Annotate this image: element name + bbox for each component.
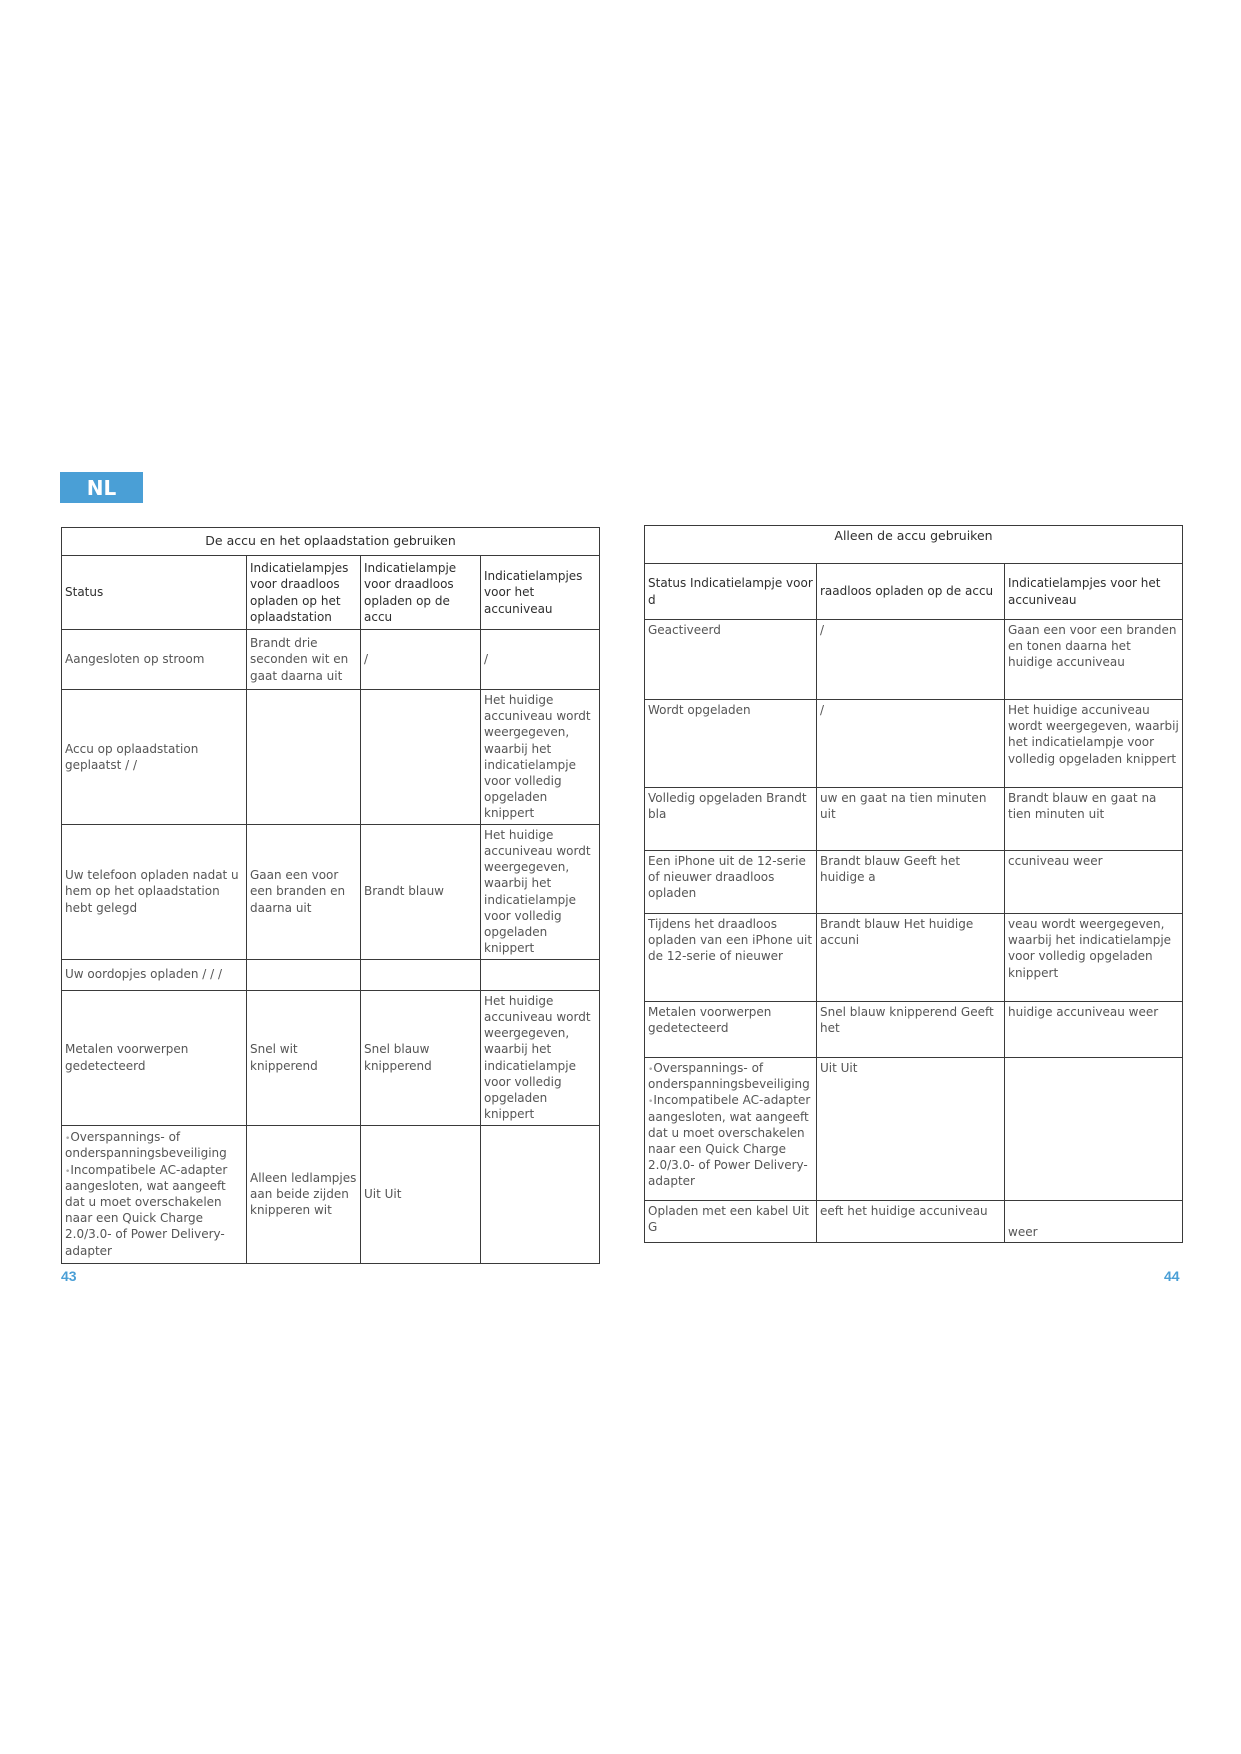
table-row [645, 1201, 1183, 1243]
status-cell: Volledig opgeladen Brandt bla [645, 788, 817, 851]
page-number-right: 44 [1164, 1268, 1180, 1284]
status-line-1: Overspannings- of onderspanningsbeveiliging [65, 1130, 227, 1161]
status-line-2: Incompatibele AC-adapter aangesloten, wat aangeeft dat u moet overschakelen naar een Quick Charge 2.0/3.0- of Power Delivery-adapter [648, 1093, 811, 1189]
station-cell [247, 690, 361, 825]
status-cell: Geactiveerd [645, 620, 817, 700]
level-cell: Brandt blauw en gaat na tien minuten uit [1005, 788, 1183, 851]
level-cell: weer [1005, 1201, 1183, 1243]
right-table-title: Alleen de accu gebruiken [645, 526, 1183, 564]
accu-cell: Snel blauw knipperend Geeft het [817, 1002, 1005, 1058]
left-spec-table [61, 527, 600, 1264]
table-row [62, 690, 600, 825]
table-row [645, 700, 1183, 788]
accu-cell: eeft het huidige accuniveau [817, 1201, 1005, 1243]
level-cell: Het huidige accuniveau wordt weergegeven, waarbij het indicatielampje voor volledig opgeladen knippert [1005, 700, 1183, 788]
level-cell: huidige accuniveau weer [1005, 1002, 1183, 1058]
level-cell: Het huidige accuniveau wordt weergegeven, waarbij het indicatielampje voor volledig opgeladen knippert [481, 990, 600, 1125]
language-badge: NL [60, 472, 143, 503]
status-cell: Aangesloten op stroom [62, 630, 247, 690]
status-line-1: Overspannings- of onderspanningsbeveiliging [648, 1061, 810, 1092]
level-cell: / [481, 630, 600, 690]
level-cell: veau wordt weergegeven, waarbij het indicatielampje voor volledig opgeladen knippert [1005, 914, 1183, 1002]
table-row [645, 1058, 1183, 1201]
bullet-icon: • [65, 1166, 71, 1177]
accu-cell: Brandt blauw Het huidige accuni [817, 914, 1005, 1002]
left-table-title: De accu en het oplaadstation gebruiken [62, 528, 600, 556]
status-cell: Metalen voorwerpen gedetecteerd [645, 1002, 817, 1058]
status-cell [62, 1125, 247, 1263]
accu-cell: / [361, 630, 481, 690]
table-row [645, 788, 1183, 851]
status-cell: Wordt opgeladen [645, 700, 817, 788]
status-cell: Opladen met een kabel Uit G [645, 1201, 817, 1243]
status-cell [645, 1058, 817, 1201]
header-station-lamps: Indicatielampjes voor draadloos opladen op het oplaadstation [247, 556, 361, 630]
table-row [62, 1125, 600, 1263]
bullet-icon: • [65, 1134, 71, 1145]
page-number-left: 43 [61, 1268, 77, 1284]
table-row [645, 1002, 1183, 1058]
station-cell: Brandt drie seconden wit en gaat daarna uit [247, 630, 361, 690]
accu-cell: Snel blauw knipperend [361, 990, 481, 1125]
level-cell: Het huidige accuniveau wordt weergegeven, waarbij het indicatielampje voor volledig opgeladen knippert [481, 690, 600, 825]
status-cell: Tijdens het draadloos opladen van een iPhone uit de 12-serie of nieuwer [645, 914, 817, 1002]
table-row [62, 824, 600, 959]
status-cell: Metalen voorwerpen gedetecteerd [62, 990, 247, 1125]
table-row [645, 620, 1183, 700]
header-status: Status Indicatielampje voor d [645, 564, 817, 620]
table-row [62, 990, 600, 1125]
right-spec-table [644, 525, 1183, 1243]
accu-cell [361, 959, 481, 990]
accu-cell [361, 690, 481, 825]
level-cell [481, 1125, 600, 1263]
level-cell: Gaan een voor een branden en tonen daarna het huidige accuniveau [1005, 620, 1183, 700]
accu-cell: Uit Uit [817, 1058, 1005, 1201]
station-cell: Alleen ledlampjes aan beide zijden knipperen wit [247, 1125, 361, 1263]
station-cell: Snel wit knipperend [247, 990, 361, 1125]
bullet-icon: • [648, 1097, 654, 1108]
station-cell [247, 959, 361, 990]
accu-cell: Brandt blauw Geeft het huidige a [817, 851, 1005, 914]
header-status: Status [62, 556, 247, 630]
accu-cell: / [817, 620, 1005, 700]
status-cell: Uw oordopjes opladen / / / [62, 959, 247, 990]
status-cell: Uw telefoon opladen nadat u hem op het oplaadstation hebt gelegd [62, 824, 247, 959]
table-row [62, 959, 600, 990]
bullet-icon: • [648, 1065, 654, 1075]
table-row [645, 851, 1183, 914]
level-cell: ccuniveau weer [1005, 851, 1183, 914]
header-level-lamps: Indicatielampjes voor het accuniveau [481, 556, 600, 630]
header-accu-lamp: raadloos opladen op de accu [817, 564, 1005, 620]
status-cell: Een iPhone uit de 12-serie of nieuwer draadloos opladen [645, 851, 817, 914]
station-cell: Gaan een voor een branden en daarna uit [247, 824, 361, 959]
header-accu-lamp: Indicatielampje voor draadloos opladen op de accu [361, 556, 481, 630]
header-level-lamps: Indicatielampjes voor het accuniveau [1005, 564, 1183, 620]
accu-cell: Uit Uit [361, 1125, 481, 1263]
table-row [645, 914, 1183, 1002]
status-cell: Accu op oplaadstation geplaatst / / [62, 690, 247, 825]
status-line-2: Incompatibele AC-adapter aangesloten, wat aangeeft dat u moet overschakelen naar een Quick Charge 2.0/3.0- of Power Delivery-adapter [65, 1162, 228, 1258]
accu-cell: uw en gaat na tien minuten uit [817, 788, 1005, 851]
accu-cell: Brandt blauw [361, 824, 481, 959]
level-cell [1005, 1058, 1183, 1201]
table-row [62, 630, 600, 690]
level-cell [481, 959, 600, 990]
level-cell: Het huidige accuniveau wordt weergegeven, waarbij het indicatielampje voor volledig opgeladen knippert [481, 824, 600, 959]
accu-cell: / [817, 700, 1005, 788]
